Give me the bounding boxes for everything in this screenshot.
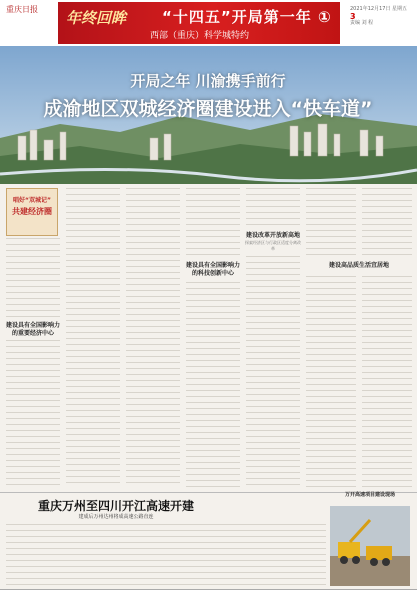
text-column-placeholder (186, 282, 240, 488)
text-column-placeholder (306, 188, 356, 258)
badge-line-2: 共建经济圈 (12, 206, 52, 216)
series-banner (58, 2, 340, 44)
editor-line: 责编 刘 程 (350, 20, 374, 26)
construction-photo (330, 506, 410, 586)
banner-series: 年终回眸 (66, 9, 127, 27)
text-column-placeholder (126, 188, 180, 488)
page-header (0, 0, 417, 46)
page-footer (0, 589, 417, 601)
text-column-placeholder (362, 188, 412, 258)
text-column-placeholder (6, 524, 326, 586)
subhead-3-note: 探索经济区与行政区适度分离改革 (245, 240, 301, 251)
photo-caption: 万开高速项目建设现场 (344, 492, 395, 498)
subhead-4: 建设高品质生活宜居地 (328, 262, 389, 269)
subhead-3: 建设改革开放新高地 探索经济区与行政区适度分离改革 (245, 232, 301, 251)
bottom-subheadline: 建成后万州达州将成高速公路直连 (78, 514, 154, 520)
column-badge (6, 188, 58, 236)
text-column-placeholder (246, 188, 300, 228)
page-number: 3 (350, 12, 356, 21)
text-column-placeholder (6, 238, 60, 318)
construction-site-image (330, 506, 410, 586)
text-column-placeholder (246, 256, 300, 488)
text-column-placeholder (186, 188, 240, 258)
lead-headline: 成渝地区双城经济圈建设进入“快车道” (43, 98, 373, 120)
newspaper-logo: 重庆日报 (6, 5, 38, 14)
banner-title: “十四五”开局第一年 ① (162, 8, 332, 26)
text-column-placeholder (66, 188, 120, 488)
subhead-1: 建设具有全国影响力的重要经济中心 (5, 322, 60, 337)
text-column-placeholder (362, 276, 412, 488)
header-meta (350, 6, 412, 27)
subhead-2: 建设具有全国影响力的科技创新中心 (185, 262, 240, 277)
text-column-placeholder (306, 276, 356, 488)
bottom-headline: 重庆万州至四川开江高速开建 (37, 499, 194, 513)
badge-line-1: 唱好“双城记” (13, 197, 51, 204)
issue-date: 2021年12月17日 星期五 (350, 6, 408, 12)
banner-sponsor: 西部（重庆）科学城特约 (150, 31, 250, 41)
lead-kicker: 开局之年 川渝携手前行 (130, 72, 286, 90)
text-column-placeholder (6, 340, 60, 488)
lead-title-block (28, 70, 388, 121)
